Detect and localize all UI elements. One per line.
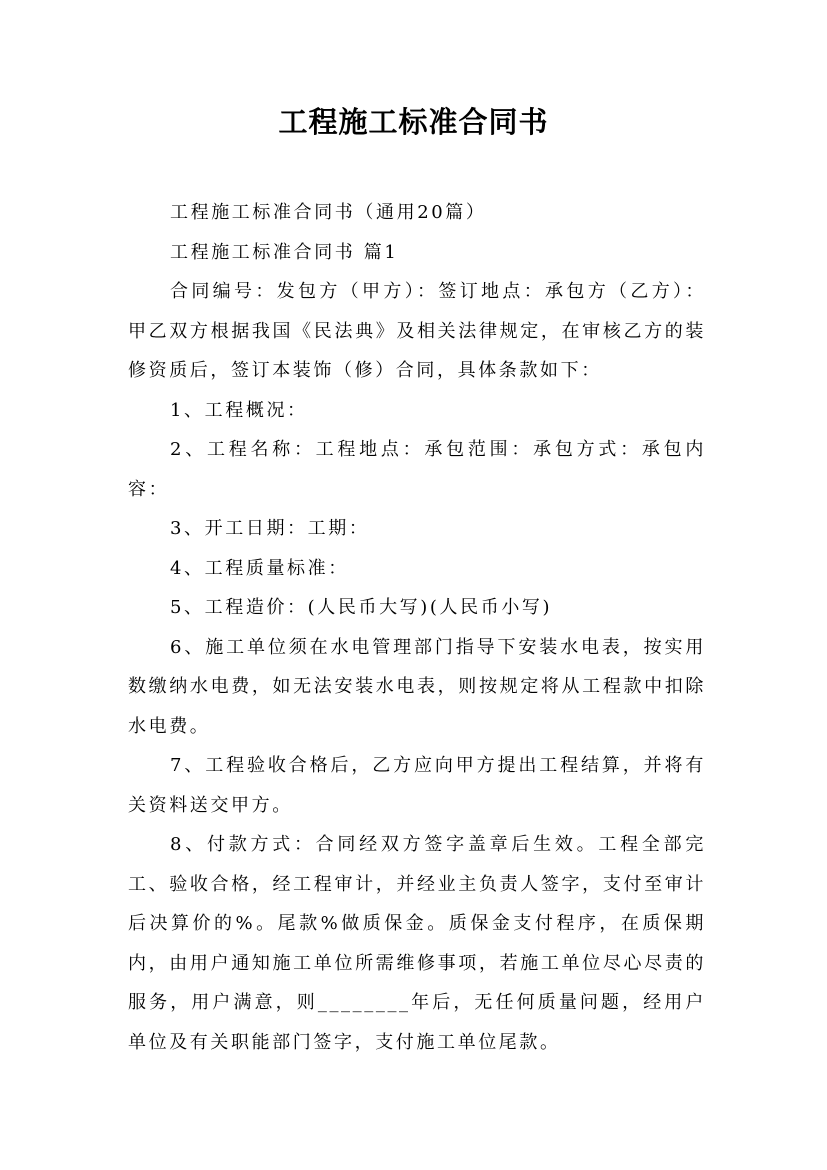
document-title: 工程施工标准合同书 — [278, 105, 549, 139]
paragraph-clause-4: 4、工程质量标准： — [170, 557, 349, 579]
paragraph-clause-3: 3、开工日期：工期： — [170, 518, 370, 539]
paragraph-clause-6: 6、施工单位须在水电管理部门指导下安装水电表，按实用数缴纳水电费，如无法安装水电表，则按规定将从工程款中扣除水电费。 — [128, 636, 706, 737]
paragraph-clause-7: 7、工程验收合格后，乙方应向甲方提出工程结算，并将有关资料送交甲方。 — [128, 755, 706, 816]
paragraph-section-heading: 工程施工标准合同书 篇1 — [170, 241, 399, 263]
paragraph-clause-1: 1、工程概况： — [170, 399, 308, 421]
paragraph-contract-parties: 合同编号：发包方（甲方）：签订地点：承包方（乙方）：甲乙双方根据我国《民法典》及相关法律规定，在审核乙方的装修资质后，签订本装饰（修）合同，具体条款如下： — [128, 281, 706, 381]
paragraph-subtitle: 工程施工标准合同书（通用20篇） — [170, 202, 487, 223]
paragraph-clause-8: 8、付款方式：合同经双方签字盖章后生效。工程全部完工、验收合格，经工程审计，并经业主负责人签字，支付至审计后决算价的%。尾款%做质保金。质保金支付程序，在质保期内，由用户通知施工单位所需维修事项，若施工单位尽心尽责的服务，用户满意，则________年后，无任何质量问题，经用户单位及有关职能部门签字，支付施工单位尾款。 — [128, 834, 706, 1053]
paragraph-clause-2: 2、工程名称：工程地点：承包范围：承包方式：承包内容： — [128, 439, 706, 500]
document-body — [128, 193, 706, 1062]
paragraph-clause-5: 5、工程造价：(人民币大写)(人民币小写) — [170, 597, 553, 618]
